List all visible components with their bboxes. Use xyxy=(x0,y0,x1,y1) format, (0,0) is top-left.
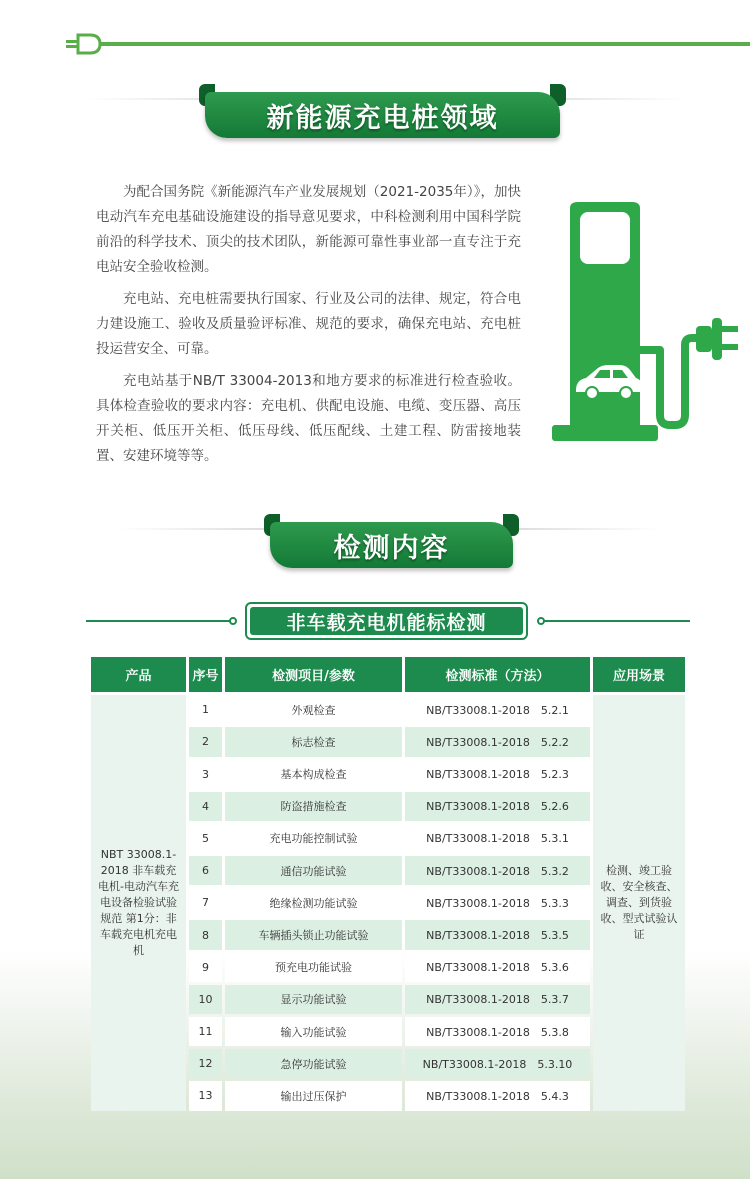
header-standard: 检测标准（方法） xyxy=(405,657,590,692)
row-item: 基本构成检查 xyxy=(225,759,402,788)
row-standard: NB/T33008.1-2018 5.3.6 xyxy=(405,953,590,982)
row-number: 4 xyxy=(189,792,222,821)
table-body xyxy=(91,695,685,1111)
scene-cell: 检测、竣工验收、安全核查、调查、到货验收、型式试验认证 xyxy=(593,695,685,1111)
row-number: 5 xyxy=(189,824,222,853)
intro-paragraph: 为配合国务院《新能源汽车产业发展规划（2021-2035年）》，加快电动汽车充电基础设施建设的指导意见要求，中科检测利用中国科学院前沿的科学技术、顶尖的技术团队，新能源可靠性事业部一直专注于充电站安全验收检测。 xyxy=(96,184,521,275)
row-item: 通信功能试验 xyxy=(225,856,402,885)
subtitle-dot-right xyxy=(537,617,545,625)
row-number: 12 xyxy=(189,1049,222,1078)
row-number: 1 xyxy=(189,695,222,724)
subtitle-line-left xyxy=(86,620,232,622)
row-item: 外观检查 xyxy=(225,695,402,724)
section-title: 新能源充电桩领域 xyxy=(266,102,499,134)
header-item: 检测项目/参数 xyxy=(225,657,402,692)
section-banner-energy xyxy=(205,92,560,138)
table-row xyxy=(189,856,590,885)
ev-charger-icon xyxy=(550,200,740,445)
row-number: 3 xyxy=(189,759,222,788)
row-number: 6 xyxy=(189,856,222,885)
row-number: 10 xyxy=(189,985,222,1014)
header-scene: 应用场景 xyxy=(593,657,685,692)
row-item: 急停功能试验 xyxy=(225,1049,402,1078)
row-number: 2 xyxy=(189,727,222,756)
row-standard: NB/T33008.1-2018 5.3.3 xyxy=(405,888,590,917)
table-row xyxy=(189,985,590,1014)
row-standard: NB/T33008.1-2018 5.3.5 xyxy=(405,920,590,949)
row-standard: NB/T33008.1-2018 5.2.6 xyxy=(405,792,590,821)
row-item: 防盗措施检查 xyxy=(225,792,402,821)
row-standard: NB/T33008.1-2018 5.3.10 xyxy=(405,1049,590,1078)
table-row xyxy=(189,953,590,982)
row-item: 绝缘检测功能试验 xyxy=(225,888,402,917)
test-table xyxy=(91,657,685,1111)
table-row xyxy=(189,695,590,724)
row-standard: NB/T33008.1-2018 5.3.2 xyxy=(405,856,590,885)
row-standard: NB/T33008.1-2018 5.4.3 xyxy=(405,1081,590,1110)
row-item: 输入功能试验 xyxy=(225,1017,402,1046)
table-row xyxy=(189,920,590,949)
table-row xyxy=(189,792,590,821)
product-cell: NBT 33008.1-2018 非车载充电机-电动汽车充电设备检验试验规范 第1分：非车载充电机充电机 xyxy=(91,695,186,1111)
row-standard: NB/T33008.1-2018 5.2.1 xyxy=(405,695,590,724)
row-item: 预充电功能试验 xyxy=(225,953,402,982)
table-row xyxy=(189,727,590,756)
header-product: 产品 xyxy=(91,657,186,692)
subtitle-dot-left xyxy=(229,617,237,625)
section-title: 检测内容 xyxy=(333,532,450,564)
row-standard: NB/T33008.1-2018 5.3.7 xyxy=(405,985,590,1014)
table-row xyxy=(189,759,590,788)
row-number: 9 xyxy=(189,953,222,982)
row-number: 8 xyxy=(189,920,222,949)
row-standard: NB/T33008.1-2018 5.3.8 xyxy=(405,1017,590,1046)
table-row xyxy=(189,1017,590,1046)
subtitle-text: 非车载充电机能标检测 xyxy=(250,607,523,635)
top-divider-line xyxy=(100,42,750,46)
row-number: 7 xyxy=(189,888,222,917)
subtitle-line-right xyxy=(543,620,690,622)
section-banner-content xyxy=(270,522,513,568)
header-no: 序号 xyxy=(189,657,222,692)
row-number: 13 xyxy=(189,1081,222,1110)
row-item: 标志检查 xyxy=(225,727,402,756)
row-number: 11 xyxy=(189,1017,222,1046)
row-item: 充电功能控制试验 xyxy=(225,824,402,853)
table-row xyxy=(189,824,590,853)
row-standard: NB/T33008.1-2018 5.2.2 xyxy=(405,727,590,756)
table-row xyxy=(189,888,590,917)
table-row xyxy=(189,1081,590,1110)
intro-paragraph: 充电站、充电桩需要执行国家、行业及公司的法律、规定，符合电力建设施工、验收及质量验评标准、规范的要求，确保充电站、充电桩投运营安全、可靠。 xyxy=(96,291,521,357)
table-rows xyxy=(189,695,590,1111)
row-item: 显示功能试验 xyxy=(225,985,402,1014)
table-row xyxy=(189,1049,590,1078)
subtitle-box xyxy=(245,602,528,640)
row-item: 车辆插头锁止功能试验 xyxy=(225,920,402,949)
intro-paragraph: 充电站基于NB/T 33004-2013和地方要求的标准进行检查验收。具体检查验收的要求内容：充电机、供配电设施、电缆、变压器、高压开关柜、低压开关柜、低压母线、低压配线、土建工程、防雷接地装置、安建环境等等。 xyxy=(96,373,521,464)
row-standard: NB/T33008.1-2018 5.3.1 xyxy=(405,824,590,853)
row-item: 输出过压保护 xyxy=(225,1081,402,1110)
plug-icon xyxy=(66,33,108,55)
row-standard: NB/T33008.1-2018 5.2.3 xyxy=(405,759,590,788)
table-header xyxy=(91,657,685,692)
intro-text xyxy=(96,180,521,476)
